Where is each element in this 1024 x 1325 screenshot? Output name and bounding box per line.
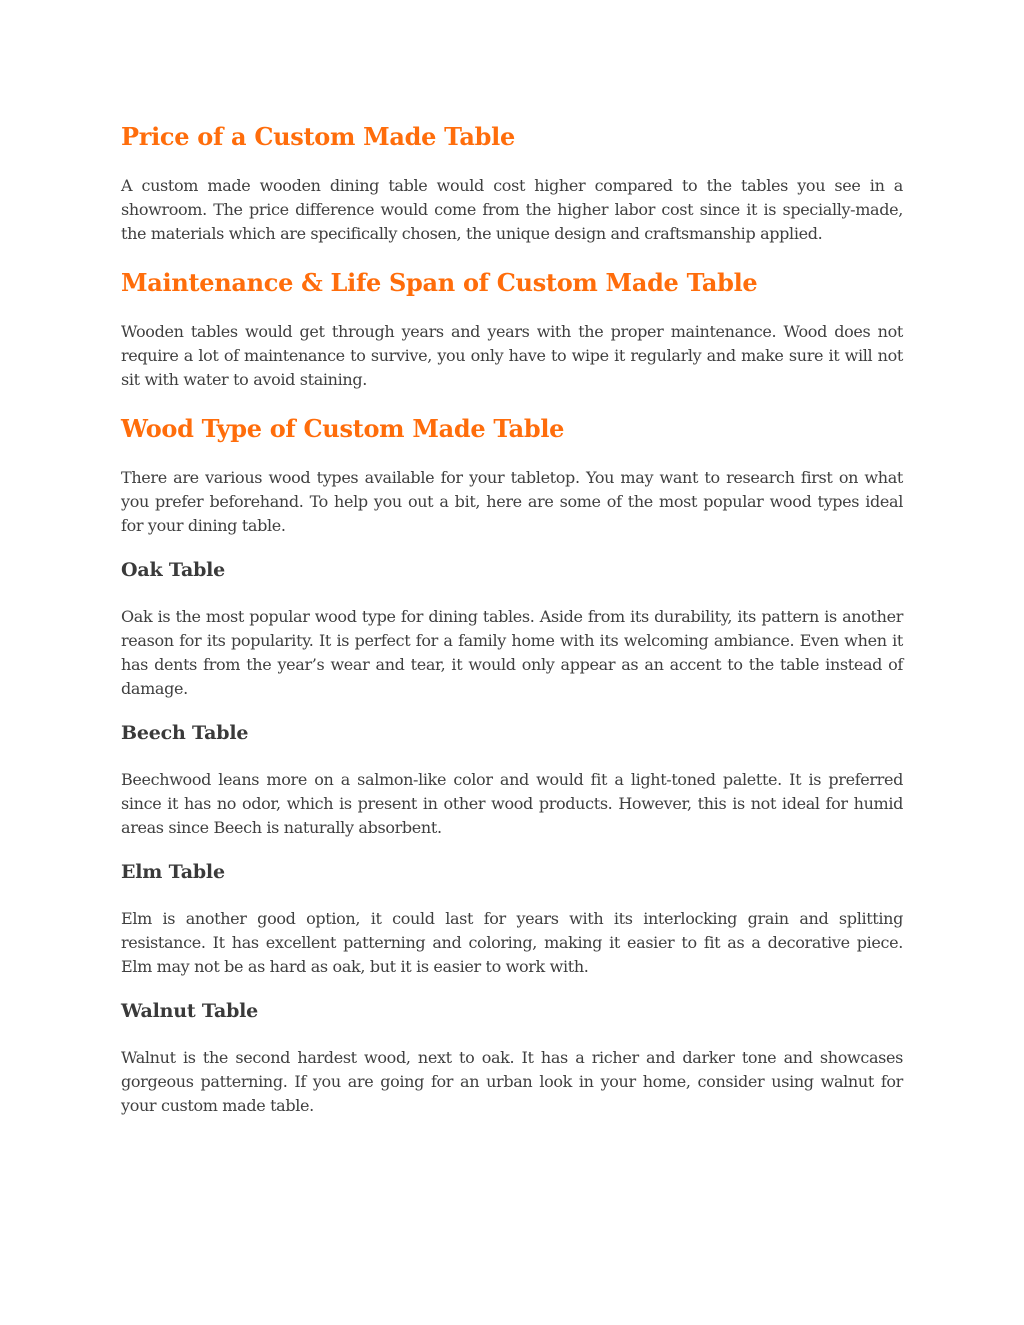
body-elm-table: Elm is another good option, it could last for years with its interlocking grain and splitting resistance. It has excellent patterning and coloring, making it easier to fit as a decorative piece. Elm may not be as hard as oak, but it is easier to work with. [121, 909, 903, 976]
subheading-elm-table: Elm Table [121, 861, 225, 883]
body-oak-table: Oak is the most popular wood type for dining tables. Aside from its durability, its pattern is another reason for its popularity. It is perfect for a family home with its welcoming ambiance. Even when it has dents from the year’s wear and tear, it would only appear as an accent to the table instead of damage. [121, 607, 903, 698]
document-page [121, 117, 903, 1118]
subheading-beech-table: Beech Table [121, 722, 249, 744]
section-heading-price: Price of a Custom Made Table [121, 122, 515, 151]
section-body-maintenance: Wooden tables would get through years and years with the proper maintenance. Wood does not require a lot of maintenance to survive, you only have to wipe it regularly and make sure it will not sit with water to avoid staining. [121, 322, 903, 389]
body-walnut-table: Walnut is the second hardest wood, next to oak. It has a richer and darker tone and showcases gorgeous patterning. If you are going for an urban look in your home, consider using walnut for your custom made table. [121, 1048, 903, 1115]
body-beech-table: Beechwood leans more on a salmon-like color and would fit a light-toned palette. It is preferred since it has no odor, which is present in other wood products. However, this is not ideal for humid areas since Beech is naturally absorbent. [121, 770, 903, 837]
subheading-oak-table: Oak Table [121, 559, 226, 581]
section-body-price: A custom made wooden dining table would cost higher compared to the tables you see in a showroom. The price difference would come from the higher labor cost since it is specially-made, the materials which are specifically chosen, the unique design and craftsmanship applied. [121, 176, 903, 243]
subheading-walnut-table: Walnut Table [121, 1000, 259, 1022]
section-heading-wood-type: Wood Type of Custom Made Table [121, 414, 565, 443]
section-heading-maintenance: Maintenance & Life Span of Custom Made Table [121, 268, 758, 297]
section-body-wood-type: There are various wood types available for your tabletop. You may want to research first on what you prefer beforehand. To help you out a bit, here are some of the most popular wood types ideal for your dining table. [121, 468, 903, 535]
